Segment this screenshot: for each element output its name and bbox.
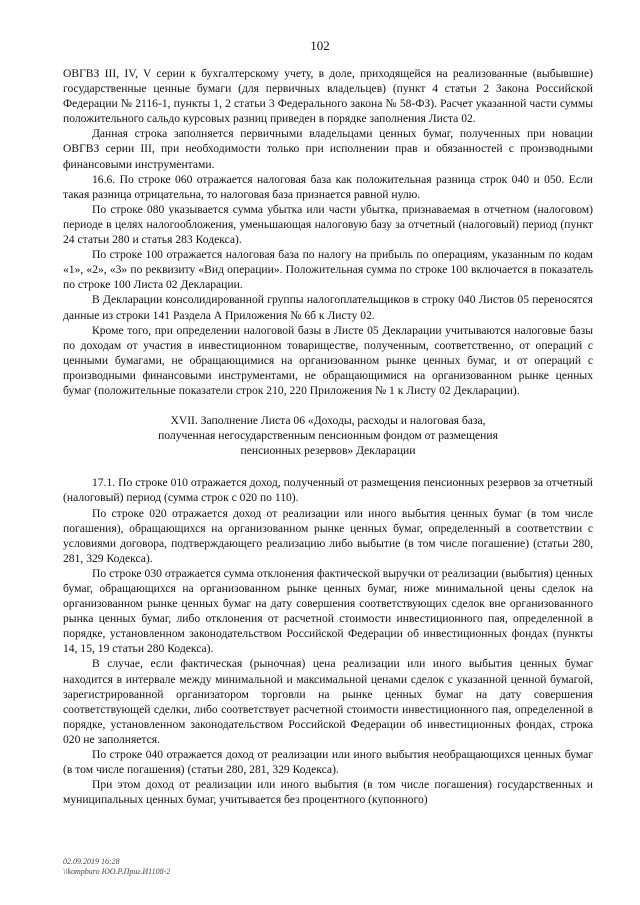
document-body — [63, 66, 593, 807]
paragraph: По строке 080 указывается сумма убытка или части убытка, признаваемая в отчетном (налоговом) периоде в целях налогообложения, уменьшающая налоговую базу за отчетный (налоговый) период (пункт 24 статьи 280 и статья 283 Кодекса). — [63, 202, 593, 247]
paragraph: Кроме того, при определении налоговой базы в Листе 05 Декларации учитываются налоговые базы по доходам от участия в инвестиционном товариществе, полученным, соответственно, от операций с ценными бумагами, не обращающимися на организованном рынке ценных бумаг, и от операций с производными финансовыми инструментами, не обращающимися на организованном рынке ценных бумаг (положительные показатели строк 210, 220 Приложения № 1 к Листу 02 Декларации). — [63, 323, 593, 397]
paragraph: ОВГВЗ III, IV, V серии к бухгалтерскому учету, в доле, приходящейся на реализованные (выбывшие) государственные ценные бумаги (для первичных владельцев) (пункт 4 статьи 2 Закона Российской Федерации № 2116-1, пункты 1, 2 статьи 3 Федерального закона № 58-ФЗ). Расчет указанной части суммы положительного сальдо курсовых разниц приведен в порядке заполнения Листа 02. — [63, 67, 593, 126]
footer-file-path: \\kompburo ЮО.Р.Приг.И1108-2 — [63, 867, 171, 876]
paragraph: 16.6. По строке 060 отражается налоговая база как положительная разница строк 040 и 050. Если такая разница отрицательна, то налоговая база признается равной нулю. — [63, 172, 593, 201]
paragraph: В случае, если фактическая (рыночная) цена реализации или иного выбытия ценных бумаг находится в интервале между минимальной и максимальной ценами сделок с указанной ценной бумагой, зарегистрированной организатором торговли на рынке ценных бумаг на дату совершения соответствующей сделки, либо соответствует расчетной стоимости инвестиционного пая, определенной в порядке, установленном законодательством Российской Федерации об инвестиционных фондах, строка 020 не заполняется. — [63, 657, 593, 746]
paragraph: Данная строка заполняется первичными владельцами ценных бумаг, полученных при новации ОВГВЗ серии III, при необходимости только при исполнении прав и обязанностей с производными финансовыми инструментами. — [63, 127, 593, 171]
section-heading-line: полученная негосударственным пенсионным фондом от размещения — [158, 429, 498, 443]
document-footer — [63, 857, 170, 877]
section-heading — [63, 413, 593, 458]
paragraph: По строке 030 отражается сумма отклонения фактической выручки от реализации (выбытия) ценных бумаг, обращающихся на организованном рынке ценных бумаг, ниже минимальной цены сделок на организованном рынке ценных бумаг на дату совершения соответствующих сделок вне организованного рынка ценных бумаг, либо отклонения от расчетной стоимости инвестиционного пая, определенной в порядке, установленном законодательством Российской Федерации об инвестиционных фондах (пункты 14, 15, 19 статьи 280 Кодекса). — [63, 566, 593, 656]
paragraph: По строке 020 отражается доход от реализации или иного выбытия ценных бумаг (в том числе погашения), обращающихся на организованном рынке ценных бумаг, определенный в соответствии с условиями договора, подтверждающего реализацию либо выбытие (в том числе погашение) (статьи 280, 281, 329 Кодекса). — [63, 506, 593, 565]
paragraph: В Декларации консолидированной группы налогоплательщиков в строку 040 Листов 05 переносятся данные из строки 141 Раздела А Приложения № 6б к Листу 02. — [63, 293, 593, 322]
paragraph: По строке 040 отражается доход от реализации или иного выбытия необращающихся ценных бумаг (в том числе погашения) (статьи 280, 281, 329 Кодекса). — [63, 748, 593, 777]
section-heading-line: XVII. Заполнение Листа 06 «Доходы, расходы и налоговая база, — [170, 414, 486, 428]
paragraph: 17.1. По строке 010 отражается доход, полученный от размещения пенсионных резервов за отчетный (налоговый) период (сумма строк с 020 по 110). — [63, 476, 593, 505]
section-heading-line: пенсионных резервов» Декларации — [240, 444, 416, 458]
paragraph: При этом доход от реализации или иного выбытия (в том числе погашения) государственных и муниципальных ценных бумаг, учитывается без процентного (купонного) — [63, 778, 593, 807]
paragraph: По строке 100 отражается налоговая база по налогу на прибыль по операциям, указанным по кодам «1», «2», «3» по реквизиту «Вид операции». Положительная сумма по строке 100 включается в показатель по строке 100 Листа 02 Декларации. — [63, 248, 593, 292]
footer-timestamp: 02.09.2019 16:28 — [63, 857, 120, 866]
page-number: 102 — [310, 38, 330, 53]
